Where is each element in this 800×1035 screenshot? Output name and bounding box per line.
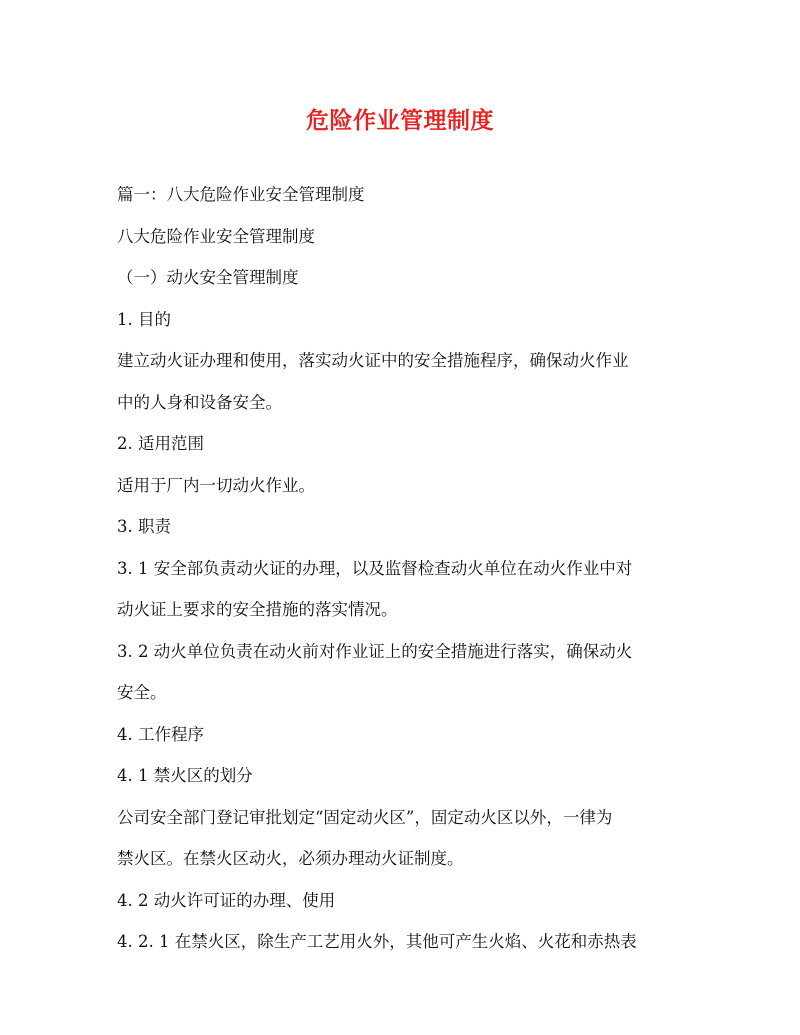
clause-heading: 4. 2 动火许可证的办理、使用 (117, 890, 336, 910)
paragraph-line: 动火证上要求的安全措施的落实情况。 (117, 600, 398, 619)
document-body (117, 174, 697, 963)
paragraph-line: 禁火区。在禁火区动火，必须办理动火证制度。 (117, 849, 464, 868)
paragraph-line: 4. 2. 1 在禁火区，除生产工艺用火外，其他可产生火焰、火花和赤热表 (117, 932, 637, 951)
paragraph-line: 安全。 (117, 683, 167, 702)
paragraph-line: 公司安全部门登记审批划定“固定动火区”，固定动火区以外，一律为 (117, 807, 613, 827)
paragraph-line: 建立动火证办理和使用，落实动火证中的安全措施程序，确保动火作业 (117, 351, 629, 370)
clause-heading: 4. 工作程序 (117, 724, 204, 744)
paragraph-line: 3. 2 动火单位负责在动火前对作业证上的安全措施进行落实，确保动火 (117, 641, 633, 661)
subtitle-line: 篇一：八大危险作业安全管理制度 (117, 185, 365, 204)
paragraph-line: 3. 1 安全部负责动火证的办理，以及监督检查动火单位在动火作业中对 (117, 558, 633, 578)
clause-heading: 2. 适用范围 (117, 434, 204, 453)
clause-heading: 3. 职责 (117, 517, 171, 536)
section-heading: 八大危险作业安全管理制度 (117, 226, 315, 246)
clause-heading: 1. 目的 (117, 309, 171, 329)
section-heading: （一）动火安全管理制度 (117, 268, 299, 287)
clause-heading: 4. 1 禁火区的划分 (117, 766, 253, 785)
paragraph-line: 适用于厂内一切动火作业。 (117, 475, 315, 495)
paragraph-line: 中的人身和设备安全。 (117, 392, 282, 412)
document-title: 危险作业管理制度 (306, 108, 494, 134)
